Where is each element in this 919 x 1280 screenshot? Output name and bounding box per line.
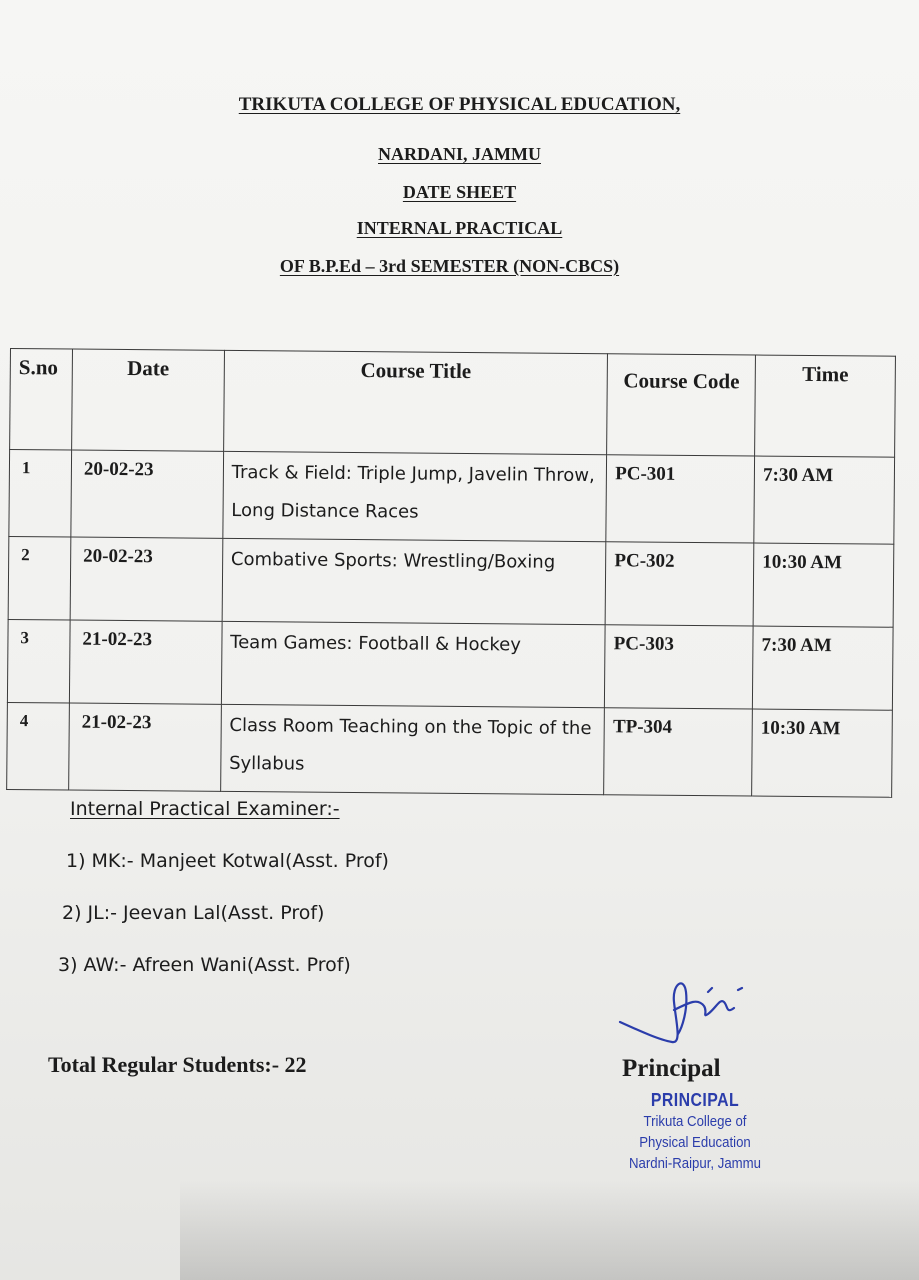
row-date: 20-02-23 bbox=[71, 450, 224, 538]
examiner-item: 1) MK:- Manjeet Kotwal(Asst. Prof) bbox=[66, 850, 389, 872]
row-sno: 1 bbox=[9, 450, 72, 538]
document-type: DATE SHEET bbox=[402, 182, 517, 202]
stamp-line: Nardni-Raipur, Jammu bbox=[628, 1155, 762, 1172]
row-course-code: PC-302 bbox=[605, 542, 754, 626]
examiner-heading: Internal Practical Examiner:- bbox=[70, 798, 340, 820]
row-time: 7:30 AM bbox=[754, 456, 895, 544]
row-date: 21-02-23 bbox=[69, 620, 221, 704]
principal-title: Principal bbox=[622, 1055, 721, 1082]
row-course-code: TP-304 bbox=[604, 708, 753, 796]
row-sno: 3 bbox=[7, 619, 70, 703]
college-name: TRIKUTA COLLEGE OF PHYSICAL EDUCATION, bbox=[238, 94, 681, 115]
college-location: NARDANI, JAMMU bbox=[378, 144, 541, 164]
program-title: OF B.P.Ed – 3rd SEMESTER (NON-CBCS) bbox=[279, 256, 620, 276]
date-sheet-table bbox=[6, 348, 896, 798]
stamp-title: PRINCIPAL bbox=[650, 1090, 740, 1110]
column-header-course-code: Course Code bbox=[607, 354, 756, 456]
table-header-row bbox=[10, 349, 896, 458]
total-students: Total Regular Students:- 22 bbox=[48, 1052, 307, 1077]
exam-title: INTERNAL PRACTICAL bbox=[356, 218, 563, 238]
row-time: 10:30 AM bbox=[753, 543, 894, 627]
signature-mark bbox=[612, 962, 752, 1062]
table-row bbox=[7, 702, 893, 797]
row-time: 10:30 AM bbox=[752, 709, 893, 797]
row-date: 20-02-23 bbox=[70, 537, 222, 621]
examiner-item: 2) JL:- Jeevan Lal(Asst. Prof) bbox=[62, 902, 325, 924]
row-course-title: Team Games: Football & Hockey bbox=[221, 621, 605, 707]
column-header-course-title: Course Title bbox=[223, 350, 607, 454]
row-course-title: Class Room Teaching on the Topic of the Syllabus bbox=[220, 704, 604, 794]
row-time: 7:30 AM bbox=[753, 626, 894, 710]
examiner-item: 3) AW:- Afreen Wani(Asst. Prof) bbox=[58, 954, 351, 976]
row-course-title: Track & Field: Triple Jump, Javelin Throw, Long Distance Races bbox=[223, 451, 607, 541]
row-course-title: Combative Sports: Wrestling/Boxing bbox=[222, 538, 606, 624]
table-row bbox=[8, 536, 894, 627]
column-header-sno: S.no bbox=[10, 349, 73, 451]
row-sno: 2 bbox=[8, 536, 71, 620]
column-header-time: Time bbox=[755, 355, 896, 457]
column-header-date: Date bbox=[72, 349, 225, 451]
principal-stamp bbox=[611, 1090, 778, 1174]
table-row bbox=[7, 619, 893, 710]
row-course-code: PC-303 bbox=[605, 625, 754, 709]
row-sno: 4 bbox=[7, 702, 70, 790]
table-row bbox=[9, 450, 895, 545]
row-date: 21-02-23 bbox=[69, 703, 222, 791]
photo-shadow bbox=[180, 1180, 919, 1280]
stamp-line: Physical Education bbox=[639, 1134, 751, 1151]
row-course-code: PC-301 bbox=[606, 455, 755, 543]
stamp-line: Trikuta College of bbox=[643, 1113, 747, 1130]
